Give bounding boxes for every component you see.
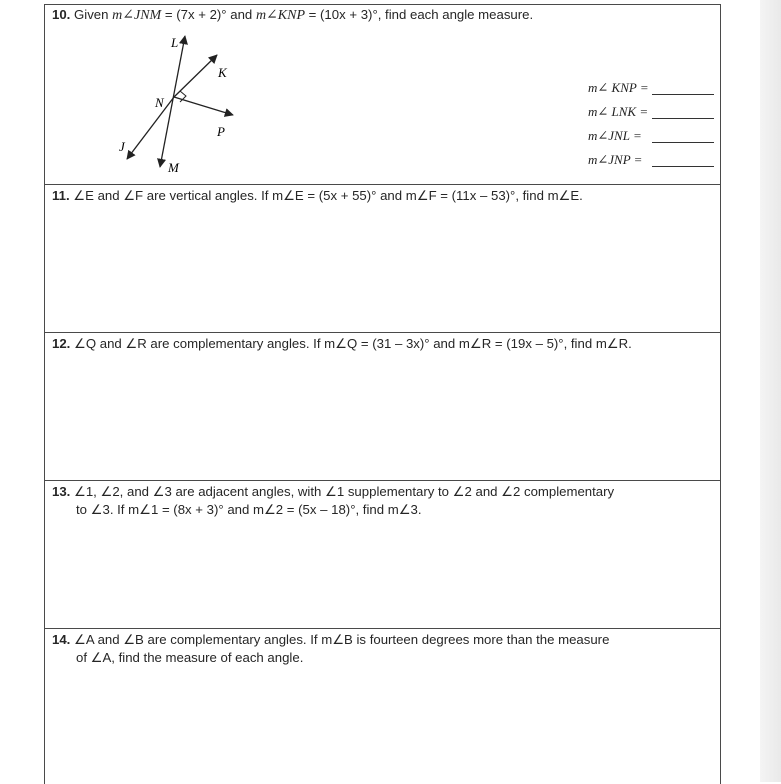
answer-row[interactable] (588, 104, 718, 128)
question-12-box (44, 332, 721, 480)
question-body: ∠Q and ∠R are complementary angles. If m∠Q = (31 – 3x)° and m∠R = (19x – 5)°, find m∠R. (74, 336, 632, 351)
answer-blank[interactable] (652, 166, 714, 167)
answer-blanks (588, 80, 718, 176)
question-body-line: ∠1, ∠2, and ∠3 are adjacent angles, with ∠1 supplementary to ∠2 and ∠2 complementary (74, 484, 615, 499)
answer-row[interactable] (588, 152, 718, 176)
question-number: 10. (52, 7, 71, 22)
question-13-text (52, 483, 707, 519)
question-14-box (44, 628, 721, 782)
text-fragment: Given (74, 7, 113, 22)
angle-value: = (7x + 2)° (161, 7, 227, 22)
answer-label: m∠JNL = (588, 128, 642, 143)
answer-label: m∠ KNP = (588, 80, 649, 95)
question-body-line: of ∠A, find the measure of each angle. (76, 650, 304, 665)
answer-label: m∠JNP = (588, 152, 643, 167)
answer-row[interactable] (588, 128, 718, 152)
answer-blank[interactable] (652, 94, 714, 95)
answer-blank[interactable] (652, 142, 714, 143)
angle-expression: m∠JNM (112, 8, 162, 23)
text-fragment: and (226, 7, 256, 22)
question-number: 13. (52, 484, 71, 499)
question-body-line: to ∠3. If m∠1 = (8x + 3)° and m∠2 = (5x – 18)°, find m∠3. (76, 502, 422, 517)
question-body: ∠E and ∠F are vertical angles. If m∠E = (5x + 55)° and m∠F = (11x – 53)°, find m∠E. (73, 188, 583, 203)
answer-row[interactable] (588, 80, 718, 104)
question-11-box (44, 184, 721, 332)
question-14-text (52, 631, 707, 667)
answer-label: m∠ LNK = (588, 104, 649, 119)
question-number: 11. (52, 188, 70, 203)
question-12-text (52, 335, 707, 353)
line-LM (160, 36, 185, 167)
question-11-text (52, 187, 707, 205)
label-P: P (217, 124, 225, 139)
question-number: 12. (52, 336, 71, 351)
label-K: K (218, 65, 227, 80)
question-10-text (52, 6, 707, 25)
label-M: M (168, 160, 179, 175)
question-number: 14. (52, 632, 71, 647)
question-body-line: ∠A and ∠B are complementary angles. If m∠B is fourteen degrees more than the measure (74, 632, 610, 647)
angle-value: = (10x + 3)° (305, 7, 378, 22)
label-J: J (119, 139, 125, 154)
angle-figure (114, 33, 244, 181)
page-edge-shadow (760, 0, 781, 782)
question-13-box (44, 480, 721, 628)
text-fragment: , find each angle measure. (377, 7, 534, 22)
label-N: N (155, 95, 164, 110)
answer-blank[interactable] (652, 118, 714, 119)
label-L: L (171, 35, 179, 50)
angle-expression: m∠KNP (255, 8, 306, 23)
